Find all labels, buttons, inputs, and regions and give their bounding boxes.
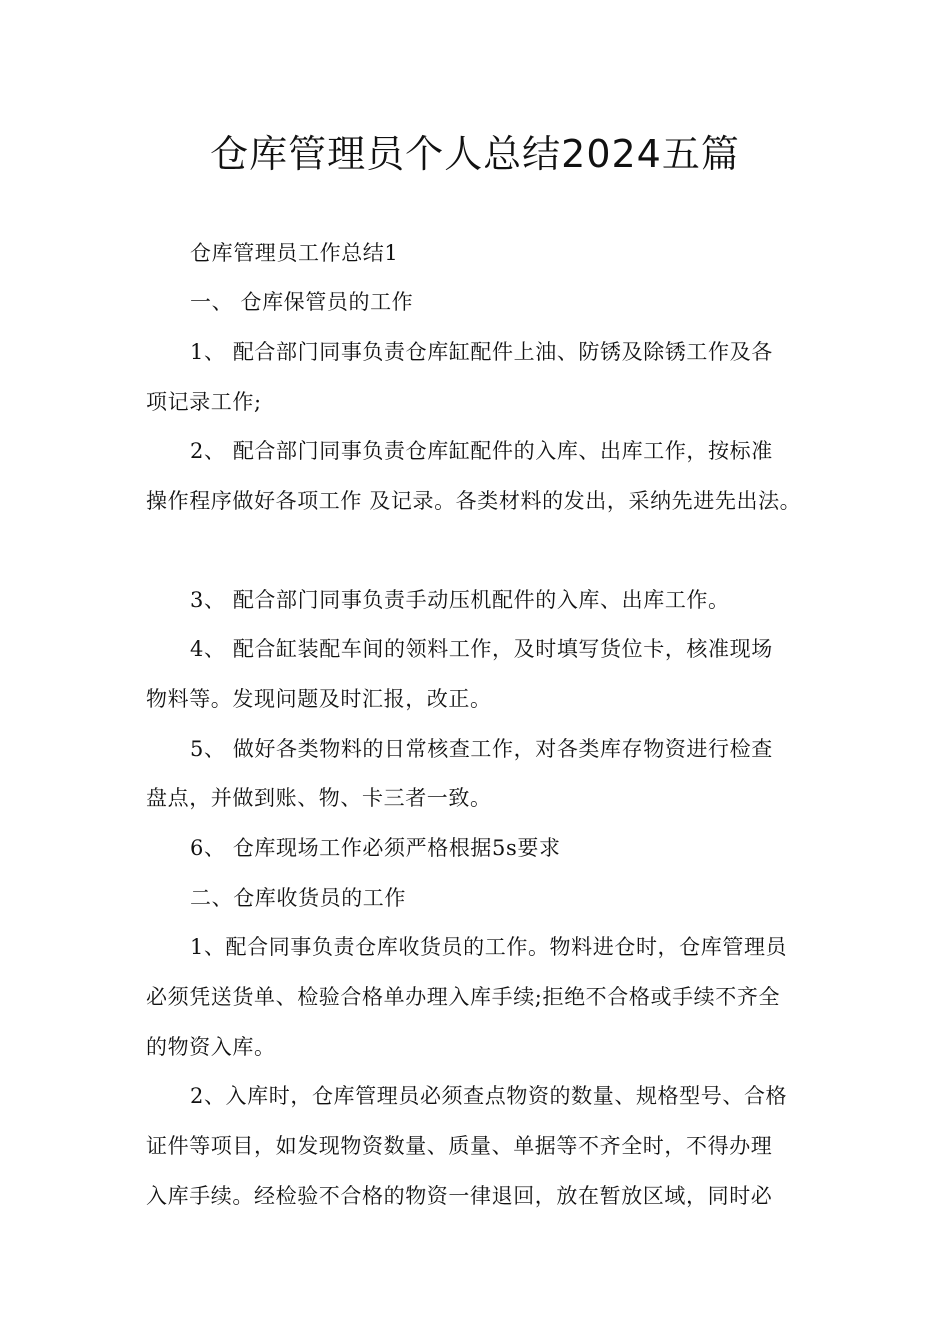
paragraph-line: 操作程序做好各项工作 及记录。各类材料的发出，采纳先进先出法。 [146, 489, 802, 513]
subsection-heading: 一、 仓库保管员的工作 [190, 290, 414, 314]
paragraph-line: 盘点，并做到账、物、卡三者一致。 [146, 786, 492, 810]
paragraph-line: 的物资入库。 [146, 1035, 276, 1059]
paragraph-line: 物料等。发现问题及时汇报，改正。 [146, 687, 492, 711]
paragraph-line: 3、 配合部门同事负责手动压机配件的入库、出库工作。 [190, 588, 730, 612]
paragraph-line: 证件等项目，如发现物资数量、质量、单据等不齐全时，不得办理 [146, 1134, 773, 1158]
paragraph-line: 5、 做好各类物料的日常核查工作，对各类库存物资进行检查 [190, 737, 773, 761]
page-title: 仓库管理员个人总结2024五篇 [210, 132, 740, 176]
paragraph-line: 1、 配合部门同事负责仓库缸配件上油、防锈及除锈工作及各 [190, 340, 773, 364]
subsection-heading: 二、仓库收货员的工作 [190, 886, 406, 910]
paragraph-line: 1、配合同事负责仓库收货员的工作。物料进仓时，仓库管理员 [190, 935, 788, 959]
paragraph-line: 项记录工作; [146, 390, 262, 414]
paragraph-line: 入库手续。经检验不合格的物资一律退回，放在暂放区域，同时必 [146, 1184, 773, 1208]
paragraph-line: 2、入库时，仓库管理员必须查点物资的数量、规格型号、合格 [190, 1084, 788, 1108]
paragraph-line: 4、 配合缸装配车间的领料工作，及时填写货位卡，核准现场 [190, 637, 773, 661]
paragraph-line: 6、 仓库现场工作必须严格根据5s要求 [190, 836, 561, 860]
paragraph-line: 2、 配合部门同事负责仓库缸配件的入库、出库工作，按标准 [190, 439, 773, 463]
section-heading: 仓库管理员工作总结1 [190, 241, 399, 265]
paragraph-line: 必须凭送货单、检验合格单办理入库手续;拒绝不合格或手续不齐全 [146, 985, 781, 1009]
